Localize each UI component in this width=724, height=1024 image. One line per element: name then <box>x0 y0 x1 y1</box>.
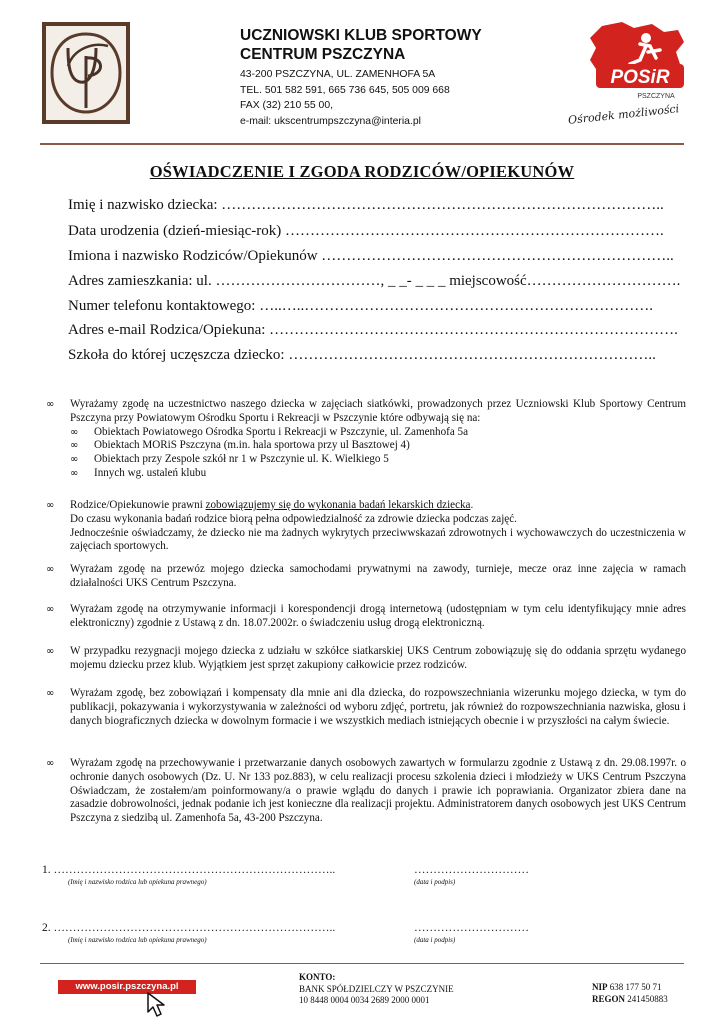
declaration-text: W przypadku rezygnacji mojego dziecka z udziału w szkółce siatkarskiej UKS Centrum zobowiązuję się do oddania sprzętu wydanego mojemu dziecku przez klub. Wyjątkiem jest sprzęt zakupiony całkowicie przez rodziców. <box>70 645 686 671</box>
bullet-icon: ∞ <box>46 688 55 699</box>
field-birth-date[interactable]: Data urodzenia (dzień-miesiąc-rok) …………………………………………………………………. <box>68 223 664 239</box>
bank-account-info <box>299 972 454 1007</box>
date-signature-line-2[interactable]: ………………………… <box>414 922 529 934</box>
declaration-medical <box>46 499 686 554</box>
org-header <box>240 26 482 129</box>
declaration-text: Wyrażam zgodę na przewóz mojego dziecka samochodami prywatnymi na zawody, turnieje, mecze oraz inne zajęcia w ramach działalności UKS Centrum Pszczyna. <box>70 563 686 589</box>
date-signature-line-1[interactable]: ………………………… <box>414 864 529 876</box>
header-divider <box>40 143 684 145</box>
konto-label: KONTO: <box>299 972 336 982</box>
club-logo <box>42 22 130 124</box>
regon-value: 241450883 <box>625 993 668 1004</box>
declaration-text: Jednocześnie oświadczamy, że dziecko nie ma żadnych wykrytych przeciwwskazań zdrowotnych i wychowawczych do uczestniczenia w zajęciach sportowych. <box>70 526 686 553</box>
bullet-icon: ∞ <box>46 500 55 511</box>
document-title: OŚWIADCZENIE I ZGODA RODZICÓW/OPIEKUNÓW <box>149 162 575 181</box>
field-email[interactable]: Adres e-mail Rodzica/Opiekuna: ………………………………………………………………………. <box>68 322 678 338</box>
declaration-text: Wyrażamy zgodę na uczestnictwo naszego dziecka w zajęciach siatkówki, prowadzonych przez Uczniowski Klub Sportowy Centrum Pszczyna przy Powiatowym Ośrodku Sportu i Rekreacji w Pszczynie które odbywają się na: <box>70 398 686 424</box>
bullet-icon: ∞ <box>46 646 55 657</box>
bullet-icon: ∞ <box>46 758 55 769</box>
signature-line-2[interactable]: 2. ……………………………………………………………….. <box>42 922 336 934</box>
posir-logo-sub: PSZCZYNA <box>637 93 675 100</box>
declaration-equipment <box>46 645 686 673</box>
bullet-icon: ∞ <box>70 440 79 452</box>
signature-caption-name: (Imię i nazwisko rodzica lub opiekuna prawnego) <box>68 878 207 886</box>
posir-logo-icon <box>560 18 690 128</box>
org-fax: FAX (32) 210 55 00, <box>240 100 333 111</box>
bullet-icon: ∞ <box>70 467 79 479</box>
field-address[interactable]: Adres zamieszkania: ul. ……………………………, _ _- _ _ _ miejscowość…………………………. <box>68 273 681 289</box>
declaration-text: Wyrażam zgodę na otrzymywanie informacji i korespondencji drogą internetową (udostępniam w tym celu identyfikujący mnie adres elektroniczny) zgodnie z Ustawą z dn. 18.07.2002r. o świadczeniu usług drogą elektroniczną. <box>70 603 686 629</box>
org-name-line2: CENTRUM PSZCZYNA <box>240 46 406 63</box>
org-phone: TEL. 501 582 591, 665 736 645, 505 009 668 <box>240 84 450 96</box>
declaration-email-consent <box>46 603 686 631</box>
declaration-image-rights <box>46 687 686 728</box>
footer-divider <box>40 963 684 964</box>
field-school[interactable]: Szkoła do której uczęszcza dziecko: ……………………………………………………………….. <box>68 347 656 363</box>
declaration-text: Do czasu wykonania badań rodzice biorą pełna odpowiedzialność za zdrowie dziecka podczas zajęć. <box>70 512 517 525</box>
club-monogram-icon <box>46 26 126 120</box>
field-child-name[interactable]: Imię i nazwisko dziecka: …………………………………………………………………………….. <box>68 197 664 213</box>
bullet-icon: ∞ <box>46 564 55 575</box>
list-item: ∞ Obiektach przy Zespole szkół nr 1 w Pszczynie ul. K. Wielkiego 5 <box>70 453 389 466</box>
org-name-line1: UCZNIOWSKI KLUB SPORTOWY <box>240 27 482 44</box>
medical-obligation: zobowiązujemy się do wykonania badań lekarskich dziecka <box>205 499 471 511</box>
declaration-transport <box>46 563 686 591</box>
website-banner[interactable] <box>58 976 202 1020</box>
declaration-text: Rodzice/Opiekunowie prawni zobowiązujemy się do wykonania badań lekarskich dziecka. <box>70 499 474 511</box>
declaration-text: Wyrażam zgodę, bez zobowiązań i kompensaty dla mnie ani dla dziecka, do rozpowszechniania wizerunku mojego dziecka, w tym do publikacji, pokazywania i wykorzystywania w zależności od wyboru zdjęć, portretu, jak również do rozpowszechniania nazwiska, głosu i danych biograficznych dziecka w dowolnym formacie i we wszystkich mediach istniejących obecnie i w przyszłości na całym świecie. <box>70 687 686 727</box>
bullet-icon: ∞ <box>70 426 79 438</box>
org-address: 43-200 PSZCZYNA, UL. ZAMENHOFA 5A <box>240 69 436 80</box>
field-phone[interactable]: Numer telefonu kontaktowego: …..…..……………………………………………………………. <box>68 298 653 314</box>
signature-caption-date: (data i podpis) <box>414 936 456 944</box>
nip-row: NIP 638 177 50 71 <box>592 982 662 992</box>
org-email: e-mail: ukscentrumpszczyna@interia.pl <box>240 115 421 127</box>
company-ids <box>592 982 668 1005</box>
posir-logo <box>560 18 690 128</box>
declaration-text: Wyrażam zgodę na przechowywanie i przetwarzanie danych osobowych zawartych w formularzu zgodnie z Ustawą z dn. 29.08.1997r. o ochronie danych osobowych (Dz. U. Nr 133 poz.883), w celu realizacji procesu szkolenia dzieci i młodzieży w UKS Centrum Pszczyna Oświadczam, że zostałem/am poinformowany/a o prawie wglądu do danych i prawie ich poprawiania. Organizator zbiera dane na zasadzie dobrowolności, jednak podanie ich jest konieczne dla realizacji projektu. Administratorem danych osobowych jest UKS Centrum Pszczyna z siedzibą ul. Zamenhofa 5a, 43-200 Pszczyna. <box>70 757 686 825</box>
bank-name: BANK SPÓŁDZIELCZY W PSZCZYNIE <box>299 983 454 994</box>
posir-logo-slogan: Ośrodek możliwości <box>567 102 680 127</box>
website-link[interactable]: www.posir.pszczyna.pl <box>58 980 196 994</box>
declaration-participation <box>46 398 686 481</box>
bullet-icon: ∞ <box>46 399 55 410</box>
list-item: ∞ Obiektach Powiatowego Ośrodka Sportu i Rekreacji w Pszczynie, ul. Zamenhofa 5a <box>70 425 469 438</box>
signature-caption-name: (Imię i nazwisko rodzica lub opiekuna prawnego) <box>68 936 207 944</box>
cursor-icon <box>146 992 170 1018</box>
bullet-icon: ∞ <box>46 604 55 615</box>
account-number: 10 8448 0004 0034 2689 2000 0001 <box>299 995 430 1005</box>
bullet-icon: ∞ <box>70 454 79 466</box>
list-item: ∞ Innych wg. ustaleń klubu <box>70 466 207 479</box>
regon-row: REGON 241450883 <box>592 993 668 1004</box>
signature-caption-date: (data i podpis) <box>414 878 456 886</box>
list-item: ∞ Obiektach MORiS Pszczyna (m.in. hala sportowa przy ul Basztowej 4) <box>70 439 410 452</box>
field-parents-names[interactable]: Imiona i nazwisko Rodziców/Opiekunów …………………………………………………………….. <box>68 248 674 264</box>
signature-line-1[interactable]: 1. ……………………………………………………………….. <box>42 864 336 876</box>
nip-value: 638 177 50 71 <box>607 982 662 992</box>
posir-logo-text: POSiR <box>610 67 670 88</box>
declaration-data-processing <box>46 757 686 826</box>
